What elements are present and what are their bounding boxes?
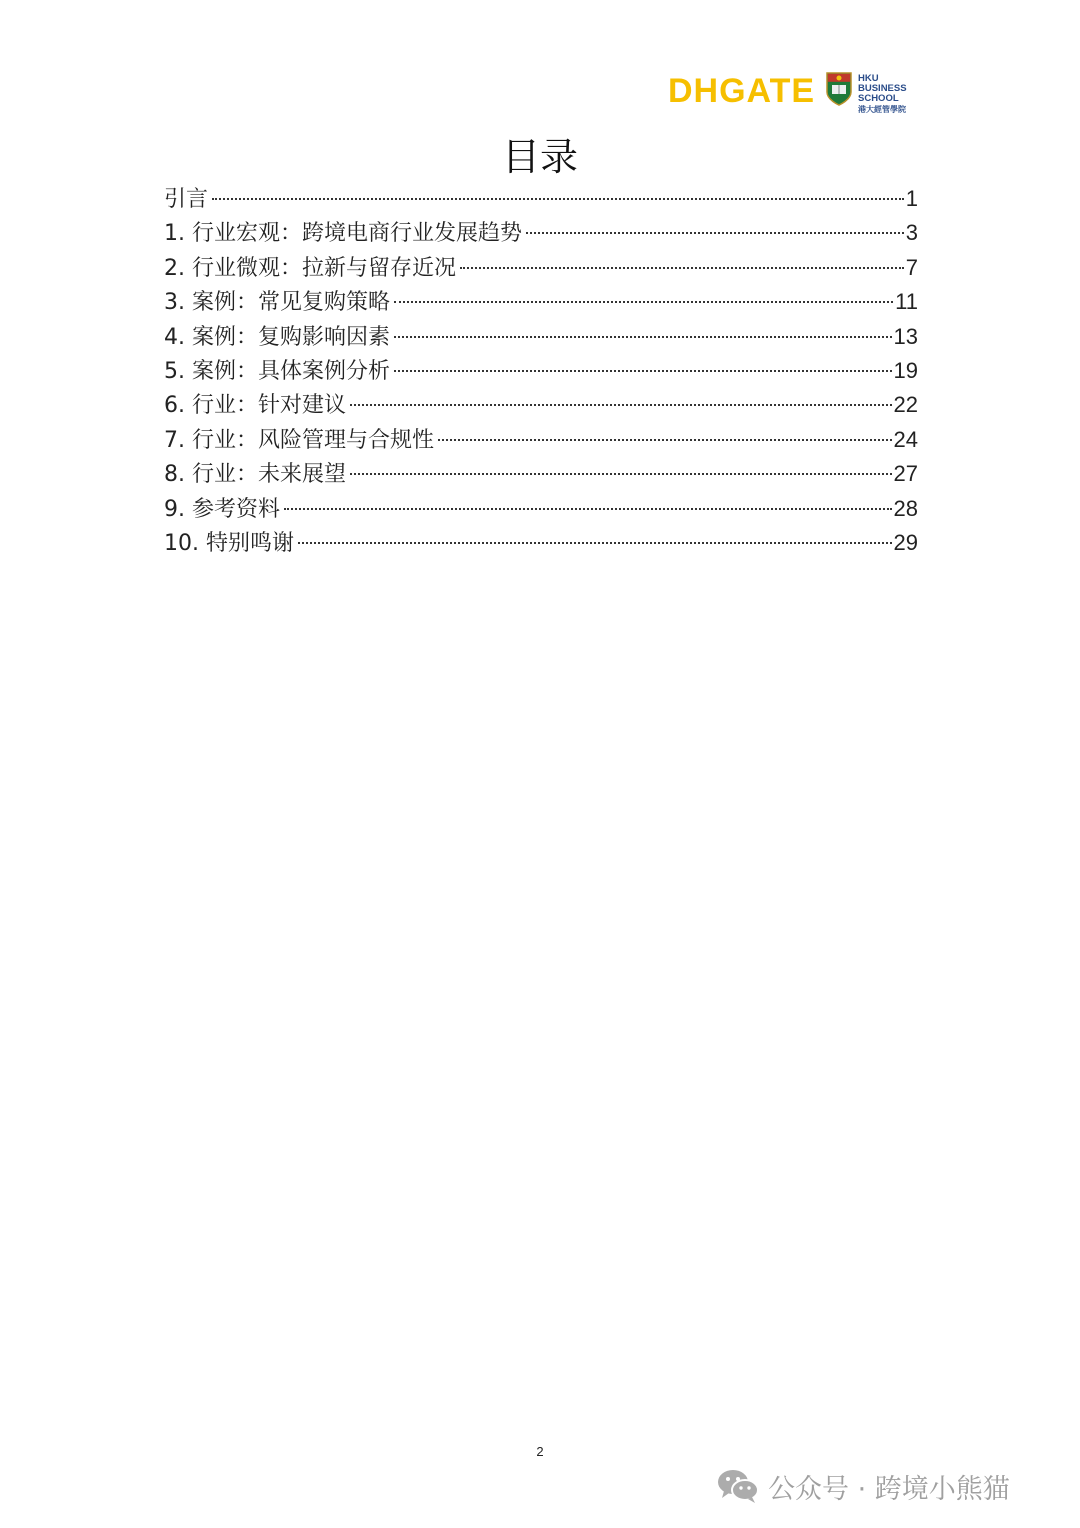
toc-entry-label: 引言 (164, 187, 209, 212)
toc-entry-label: 3. 案例：常见复购策略 (164, 290, 390, 316)
toc-entry[interactable] (164, 492, 918, 526)
hku-line1: HKU (858, 73, 879, 84)
wechat-icon (716, 1466, 760, 1506)
page-number: 2 (536, 1444, 544, 1459)
watermark-text: 公众号 · 跨境小熊猫 (768, 1473, 1010, 1505)
toc-entry-label: 4. 案例：复购影响因素 (164, 324, 390, 350)
toc-entry-page: 13 (893, 323, 918, 349)
toc-entry[interactable] (164, 388, 918, 422)
toc-entry-page: 19 (893, 357, 918, 383)
hku-line4: 港大經管學院 (858, 105, 906, 114)
toc-entry-label: 8. 行业：未来展望 (164, 462, 346, 488)
toc-entry-page: 28 (893, 495, 918, 521)
toc-leader-dots (298, 542, 892, 544)
toc-entry[interactable] (164, 216, 918, 250)
toc-entry-page: 27 (893, 461, 918, 487)
toc-entry-page: 29 (893, 529, 918, 555)
watermark (716, 1462, 1010, 1510)
toc-entry-page: 24 (893, 426, 918, 452)
toc-leader-dots (460, 267, 904, 269)
toc-leader-dots (526, 232, 904, 234)
hku-line3: SCHOOL (858, 93, 899, 104)
toc-entry-label: 10. 特别鸣谢 (164, 530, 294, 556)
toc-leader-dots (394, 336, 892, 338)
toc-entry-page: 7 (905, 254, 918, 280)
toc-entry-page: 11 (895, 289, 918, 315)
toc-leader-dots (350, 473, 892, 475)
toc-leader-dots (350, 404, 892, 406)
dhgate-logo: DHGATE (668, 72, 816, 110)
toc-entry-label: 9. 参考资料 (164, 496, 280, 522)
toc-entry-label: 2. 行业微观：拉新与留存近况 (164, 255, 456, 281)
toc-entry[interactable] (164, 526, 918, 560)
toc-leader-dots (394, 370, 892, 372)
toc-leader-dots (394, 301, 893, 303)
toc-entry[interactable] (164, 423, 918, 457)
toc-entry-label: 1. 行业宏观：跨境电商行业发展趋势 (164, 221, 522, 247)
toc-entry[interactable] (164, 182, 918, 216)
hku-business-school-logo-text (858, 74, 907, 115)
toc-entry-label: 5. 案例：具体案例分析 (164, 358, 390, 384)
toc-leader-dots (438, 439, 892, 441)
toc-leader-dots (284, 508, 892, 510)
toc-entry[interactable] (164, 251, 918, 285)
toc-entry[interactable] (164, 285, 918, 319)
toc-entry-page: 22 (893, 392, 918, 418)
toc-entry-label: 7. 行业：风险管理与合规性 (164, 427, 434, 453)
hku-line2: BUSINESS (858, 83, 907, 94)
toc-entry-page: 3 (905, 220, 918, 246)
table-of-contents (164, 182, 918, 560)
toc-leader-dots (212, 198, 904, 200)
toc-entry-label: 6. 行业：针对建议 (164, 393, 346, 419)
header-logos (668, 70, 918, 114)
toc-title: 目录 (501, 135, 578, 179)
toc-entry[interactable] (164, 320, 918, 354)
toc-entry[interactable] (164, 354, 918, 388)
toc-entry-page: 1 (905, 186, 918, 211)
hku-crest-icon (826, 72, 852, 106)
toc-entry[interactable] (164, 457, 918, 491)
